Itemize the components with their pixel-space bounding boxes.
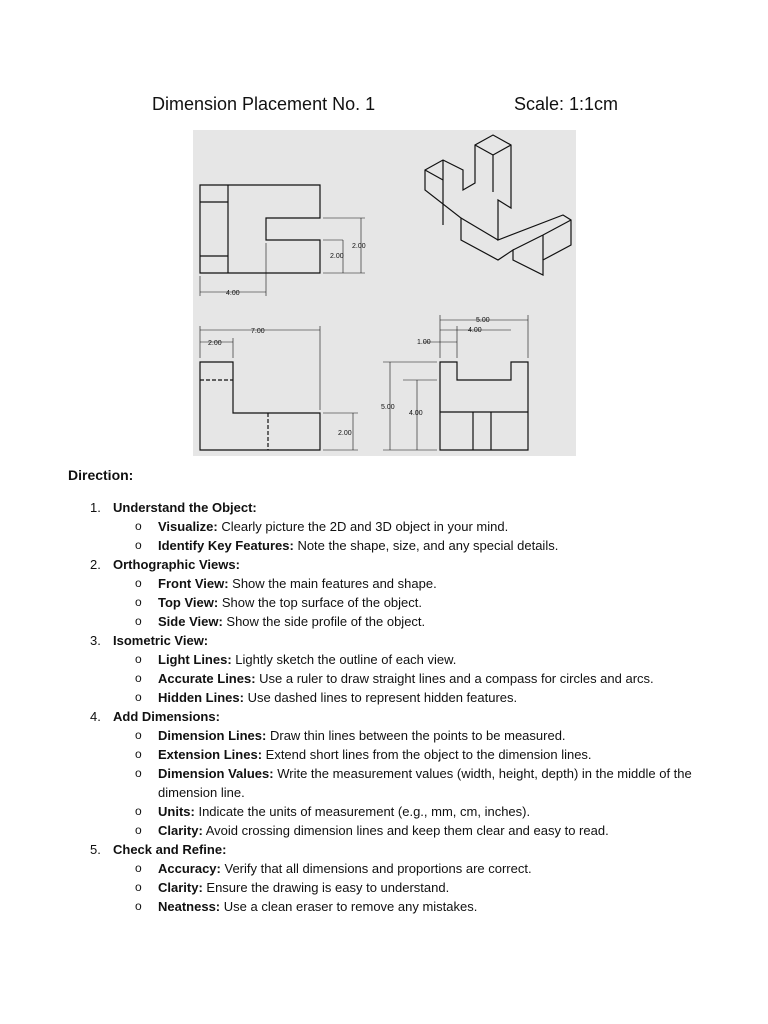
bullet-icon: o	[135, 614, 142, 628]
bullet-icon: o	[135, 804, 142, 818]
item-text: Note the shape, size, and any special details.	[293, 538, 559, 553]
item-term: Accuracy:	[158, 861, 221, 876]
item-text: Lightly sketch the outline of each view.	[231, 652, 457, 667]
item-term: Units:	[158, 804, 195, 819]
front-dim-2a: 2.00	[208, 340, 222, 347]
bullet-icon: o	[135, 880, 142, 894]
item-term: Top View:	[158, 595, 219, 610]
step	[90, 707, 710, 840]
isometric-view	[425, 135, 571, 275]
list-item	[135, 574, 710, 593]
side-dim-4-left: 4.00	[409, 410, 423, 417]
item-text: Indicate the units of measurement (e.g., mm, cm, inches).	[194, 804, 531, 819]
side-dim-5-top: 5.00	[476, 317, 490, 324]
list-item	[135, 802, 710, 821]
item-text: Draw thin lines between the points to be measured.	[266, 728, 566, 743]
technical-drawing	[193, 130, 576, 456]
step-number: 5.	[90, 842, 101, 857]
step-title: Check and Refine:	[113, 842, 227, 857]
list-item	[135, 859, 710, 878]
list-item	[135, 688, 710, 707]
item-term: Hidden Lines:	[158, 690, 244, 705]
item-term: Identify Key Features:	[158, 538, 294, 553]
bullet-icon: o	[135, 538, 142, 552]
item-text: Use a ruler to draw straight lines and a compass for circles and arcs.	[255, 671, 654, 686]
item-text: Clearly picture the 2D and 3D object in your mind.	[217, 519, 509, 534]
item-term: Clarity:	[158, 880, 203, 895]
step-number: 4.	[90, 709, 101, 724]
direction-steps	[90, 498, 710, 916]
step-title: Isometric View:	[113, 633, 209, 648]
step	[90, 840, 710, 916]
item-term: Dimension Lines:	[158, 728, 267, 743]
front-dim-7: 7.00	[251, 328, 265, 335]
list-item	[135, 764, 710, 802]
side-dim-5-left: 5.00	[381, 404, 395, 411]
bullet-icon: o	[135, 766, 142, 780]
list-item	[135, 897, 710, 916]
item-term: Neatness:	[158, 899, 221, 914]
top-dim-2b: 2.00	[352, 243, 366, 250]
step-number: 1.	[90, 500, 101, 515]
scale-label: Scale: 1:1cm	[514, 94, 619, 114]
item-term: Side View:	[158, 614, 223, 629]
top-view	[200, 185, 366, 297]
top-dim-4: 4.00	[226, 290, 240, 297]
item-text: Use a clean eraser to remove any mistakes.	[220, 899, 478, 914]
step-title: Orthographic Views:	[113, 557, 240, 572]
item-term: Visualize:	[158, 519, 218, 534]
item-text: Ensure the drawing is easy to understand.	[202, 880, 450, 895]
step	[90, 498, 710, 555]
item-text: Show the top surface of the object.	[218, 595, 422, 610]
page-title: Dimension Placement No. 1	[152, 94, 376, 114]
item-term: Accurate Lines:	[158, 671, 256, 686]
item-text: Write the measurement values (width, height, depth) in the middle of the dimension line.	[158, 766, 692, 800]
bullet-icon: o	[135, 861, 142, 875]
side-dim-1: 1.00	[417, 339, 431, 346]
item-term: Dimension Values:	[158, 766, 274, 781]
item-term: Extension Lines:	[158, 747, 263, 762]
item-text: Show the main features and shape.	[228, 576, 437, 591]
list-item	[135, 821, 710, 840]
top-dim-2a: 2.00	[330, 253, 344, 260]
side-dim-4-top: 4.00	[468, 327, 482, 334]
item-term: Light Lines:	[158, 652, 232, 667]
step-title: Add Dimensions:	[113, 709, 220, 724]
bullet-icon: o	[135, 671, 142, 685]
front-view	[200, 326, 358, 450]
bullet-icon: o	[135, 899, 142, 913]
item-term: Front View:	[158, 576, 229, 591]
bullet-icon: o	[135, 595, 142, 609]
list-item	[135, 612, 710, 631]
item-text: Show the side profile of the object.	[222, 614, 426, 629]
bullet-icon: o	[135, 823, 142, 837]
step	[90, 555, 710, 631]
bullet-icon: o	[135, 576, 142, 590]
list-item	[135, 726, 710, 745]
step-number: 2.	[90, 557, 101, 572]
bullet-icon: o	[135, 728, 142, 742]
bullet-icon: o	[135, 747, 142, 761]
list-item	[135, 745, 710, 764]
step	[90, 631, 710, 707]
list-item	[135, 593, 710, 612]
bullet-icon: o	[135, 690, 142, 704]
list-item	[135, 878, 710, 897]
item-text: Extend short lines from the object to the dimension lines.	[262, 747, 592, 762]
item-term: Clarity:	[158, 823, 203, 838]
item-text: Use dashed lines to represent hidden features.	[243, 690, 518, 705]
side-view	[381, 315, 528, 450]
bullet-icon: o	[135, 519, 142, 533]
direction-heading: Direction:	[68, 467, 134, 483]
item-text: Verify that all dimensions and proportions are correct.	[220, 861, 532, 876]
list-item	[135, 669, 710, 688]
list-item	[135, 650, 710, 669]
list-item	[135, 517, 710, 536]
front-dim-2b: 2.00	[338, 430, 352, 437]
bullet-icon: o	[135, 652, 142, 666]
step-title: Understand the Object:	[113, 500, 257, 515]
list-item	[135, 536, 710, 555]
item-text: Avoid crossing dimension lines and keep them clear and easy to read.	[202, 823, 609, 838]
step-number: 3.	[90, 633, 101, 648]
